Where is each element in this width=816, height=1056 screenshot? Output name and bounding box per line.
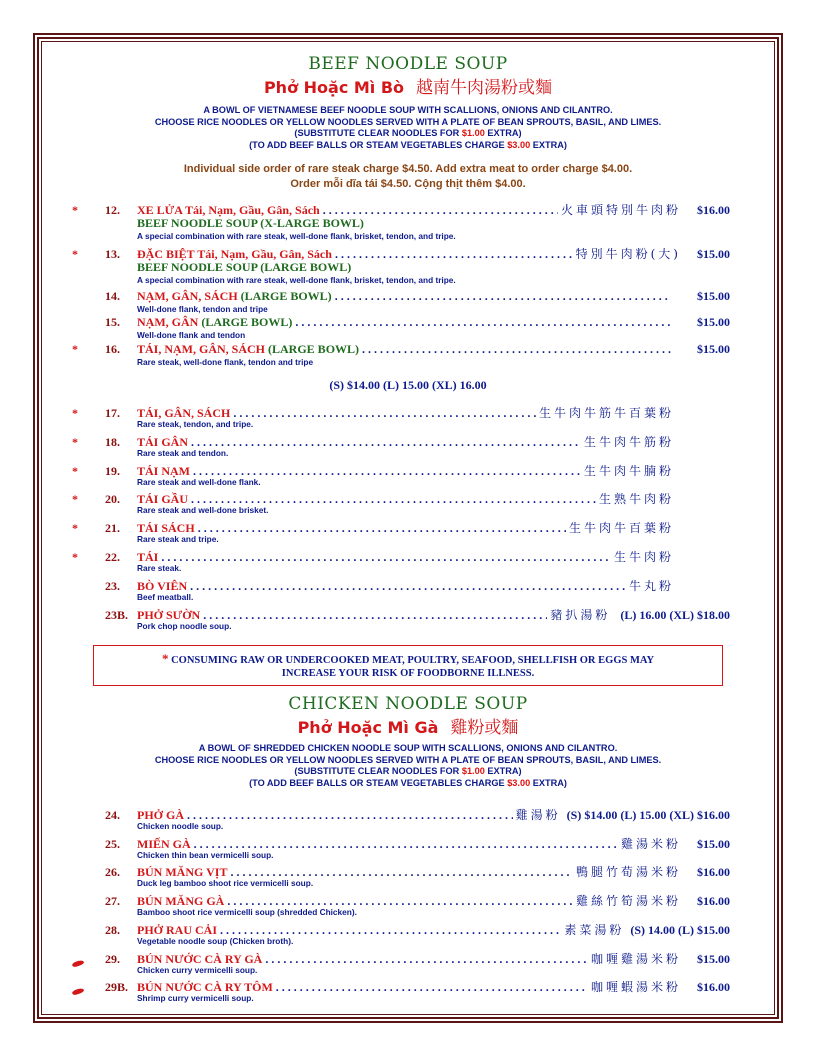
item-price: (S) $14.00 (L) 15.00 (XL) $16.00 [566, 808, 730, 822]
item-name-cn: 生牛肉牛筋粉 [583, 435, 674, 449]
item-price: $16.00 [697, 980, 730, 994]
leader-dots [265, 952, 588, 967]
menu-item-29 [70, 950, 730, 975]
item-name-en: BEEF NOODLE SOUP (LARGE BOWL) [137, 260, 352, 274]
beef-section-title: BEEF NOODLE SOUP [308, 54, 508, 74]
item-number: 29B. [105, 980, 129, 994]
menu-item-28 [70, 921, 730, 946]
item-number: 17. [105, 406, 120, 420]
item-name-cn: 生熟牛肉粉 [598, 492, 674, 506]
beef-intro-line: CHOOSE RICE NOODLES OR YELLOW NOODLES SERVED WITH A PLATE OF BEAN SPROUTS, BASIL, AND LIMES. [154, 116, 662, 127]
item-name-cn: 生牛肉粉 [613, 550, 674, 564]
item-name: NẠM, GÂN, SÁCH (LARGE BOWL) [137, 289, 332, 303]
item-name-cn: 生牛肉牛腩粉 [583, 464, 674, 478]
item-name-cn: 豬扒湯粉 [550, 608, 611, 622]
chicken-section-title: CHICKEN NOODLE SOUP [288, 694, 528, 714]
raw-warning-star: * [72, 550, 78, 564]
menu-item-15 [70, 315, 730, 340]
item-description: A special combination with rare steak, well-done flank, brisket, tendon, and tripe. [137, 231, 456, 241]
chicken-intro-line: A BOWL OF SHREDDED CHICKEN NOODLE SOUP WITH SCALLIONS, ONIONS AND CILANTRO. [198, 743, 618, 753]
item-description: Chicken noodle soup. [137, 821, 224, 831]
beef-substitute-note: (SUBSTITUTE CLEAR NOODLES FOR $1.00 EXTRA) [294, 128, 522, 138]
menu-item-18 [70, 433, 730, 458]
item-name: PHỞ GÀ [137, 808, 184, 822]
chicken-substitute-note: (SUBSTITUTE CLEAR NOODLES FOR $1.00 EXTRA) [294, 766, 522, 776]
leader-dots [335, 289, 671, 304]
item-description: Rare steak and well-done brisket. [137, 505, 269, 515]
leader-dots [198, 521, 566, 536]
menu-item-29b [70, 978, 730, 1003]
item-number: 23B. [105, 608, 129, 622]
item-name: TÁI GÂN [137, 435, 189, 449]
item-description: Vegetable noodle soup (Chicken broth). [137, 936, 294, 946]
beef-subtitle-cn: 越南牛肉湯粉或麵 [416, 78, 553, 98]
warning-line: CONSUMING RAW OR UNDERCOOKED MEAT, POULTRY, SEAFOOD, SHELLFISH OR EGGS MAY [168, 655, 655, 666]
menu-item-22 [70, 548, 730, 573]
item-number: 13. [105, 247, 120, 261]
item-price: $15.00 [697, 247, 730, 261]
beef-side-order-note [0, 162, 816, 192]
item-name-cn: 牛丸粉 [628, 579, 674, 593]
item-name: BÒ VIÊN [137, 579, 188, 593]
item-name-cn: 火車頭特別牛肉粉 [560, 203, 681, 217]
menu-item-17 [70, 404, 730, 429]
item-number: 28. [105, 923, 120, 937]
foodborne-illness-warning [93, 645, 723, 686]
leader-dots [362, 342, 671, 357]
item-description: Chicken curry vermicelli soup. [137, 965, 258, 975]
size-price-list: (S) $14.00 (L) 15.00 (XL) 16.00 [329, 378, 487, 392]
item-name: TÁI, GÂN, SÁCH [137, 406, 231, 420]
item-name: ĐẶC BIỆT Tái, Nạm, Gầu, Gân, Sách [137, 247, 332, 261]
menu-item-23b [70, 606, 730, 631]
item-description: Rare steak, well-done flank, tendon and tripe [137, 357, 314, 367]
menu-item-13 [70, 245, 730, 285]
menu-item-24 [70, 806, 730, 831]
item-name: PHỞ SƯỜN [137, 608, 201, 622]
item-description: Rare steak and tripe. [137, 534, 219, 544]
item-description: Rare steak and tendon. [137, 448, 229, 458]
item-name: TÁI [137, 550, 159, 564]
item-name: PHỞ RAU CẢI [137, 923, 217, 937]
side-note-vn: Order mỗi dĩa tái $4.50. Cộng thịt thêm $4.00. [290, 178, 526, 190]
item-number: 12. [105, 203, 120, 217]
item-description: Beef meatball. [137, 592, 194, 602]
menu-item-23 [70, 577, 730, 602]
leader-dots [203, 608, 547, 623]
side-note-en: Individual side order of rare steak charge $4.50. Add extra meat to order charge $4.00. [183, 163, 633, 175]
leader-dots [161, 550, 611, 565]
leader-dots [187, 808, 513, 823]
item-name: NẠM, GÂN (LARGE BOWL) [137, 315, 293, 329]
item-description: Rare steak, tendon, and tripe. [137, 419, 254, 429]
item-description: Bamboo shoot rice vermicelli soup (shredded Chicken). [137, 907, 357, 917]
item-number: 15. [105, 315, 120, 329]
beef-section-subtitle [0, 73, 816, 98]
warning-line: INCREASE YOUR RISK OF FOODBORNE ILLNESS. [281, 668, 535, 679]
raw-warning-star: * [72, 435, 78, 449]
item-description: Rare steak. [137, 563, 182, 573]
item-description: Rare steak and well-done flank. [137, 477, 261, 487]
item-name: TÁI GẦU [137, 492, 189, 506]
menu-item-27 [70, 892, 730, 917]
menu-item-19 [70, 462, 730, 487]
raw-warning-star: * [72, 492, 78, 506]
beef-intro [0, 105, 816, 151]
item-description: Well-done flank and tendon [137, 330, 246, 340]
item-description: A special combination with rare steak, well-done flank, brisket, tendon, and tripe. [137, 275, 456, 285]
item-number: 14. [105, 289, 120, 303]
item-price: $16.00 [697, 865, 730, 879]
item-name: TÁI SÁCH [137, 521, 195, 535]
beef-intro-line: A BOWL OF VIETNAMESE BEEF NOODLE SOUP WITH SCALLIONS, ONIONS AND CILANTRO. [203, 105, 613, 115]
leader-dots [295, 315, 671, 330]
item-name-cn: 雞湯米粉 [620, 837, 681, 851]
item-number: 27. [105, 894, 120, 908]
item-name: BÚN NƯỚC CÀ RY TÔM [137, 980, 273, 994]
leader-dots [233, 406, 536, 421]
raw-warning-star: * [72, 342, 78, 356]
menu-item-25 [70, 835, 730, 860]
menu-item-16 [70, 342, 730, 367]
beef-addon-note: (TO ADD BEEF BALLS OR STEAM VEGETABLES CHARGE $3.00 EXTRA) [249, 139, 567, 150]
item-price: (L) 16.00 (XL) $18.00 [620, 608, 730, 622]
item-number: 26. [105, 865, 120, 879]
chicken-intro-line: CHOOSE RICE NOODLES OR YELLOW NOODLES SERVED WITH A PLATE OF BEAN SPROUTS, BASIL, AND LIMES. [154, 754, 662, 765]
raw-warning-star: * [72, 247, 78, 261]
item-number: 16. [105, 342, 120, 356]
item-number: 19. [105, 464, 120, 478]
item-name-cn: 雞絲竹筍湯米粉 [575, 894, 681, 908]
menu-item-14 [70, 289, 730, 314]
item-name-cn: 素菜湯粉 [564, 923, 625, 937]
item-name-cn: 咖喱雞湯米粉 [590, 952, 681, 966]
item-name-cn: 特別牛肉粉(大) [575, 247, 681, 261]
menu-item-21 [70, 519, 730, 544]
raw-warning-star: * [72, 203, 78, 217]
item-price: $16.00 [697, 203, 730, 217]
item-price: (S) 14.00 (L) $15.00 [630, 923, 730, 937]
item-name-cn: 生牛肉牛筋牛百葉粉 [538, 406, 674, 420]
chicken-subtitle-vn: Phở Hoặc Mì Gà [297, 718, 439, 737]
beef-subtitle-vn: Phở Hoặc Mì Bò [263, 78, 405, 97]
item-description: Shrimp curry vermicelli soup. [137, 993, 254, 1003]
leader-dots [190, 579, 626, 594]
menu-item-20 [70, 490, 730, 515]
item-description: Well-done flank, tendon and tripe [137, 304, 268, 314]
item-name-cn: 生牛肉牛百葉粉 [568, 521, 674, 535]
raw-warning-star: * [72, 406, 78, 420]
item-description: Chicken thin bean vermicelli soup. [137, 850, 274, 860]
item-number: 25. [105, 837, 120, 851]
chicken-intro [0, 743, 816, 789]
item-number: 22. [105, 550, 120, 564]
item-description: Duck leg bamboo shoot rice vermicelli soup. [137, 878, 314, 888]
raw-warning-star: * [72, 464, 78, 478]
menu-item-26 [70, 863, 730, 888]
raw-warning-star: * [72, 521, 78, 535]
item-name: BÚN MĂNG GÀ [137, 894, 225, 908]
leader-dots [276, 980, 588, 995]
chicken-subtitle-cn: 雞粉或麵 [450, 718, 519, 738]
item-price: $15.00 [697, 315, 730, 329]
item-price: $15.00 [697, 342, 730, 356]
item-name: TÁI, NẠM, GÂN, SÁCH (LARGE BOWL) [137, 342, 360, 356]
warning-star: * [161, 651, 169, 666]
item-name-cn: 雞湯粉 [515, 808, 561, 822]
item-name: XE LỬA Tái, Nạm, Gầu, Gân, Sách [137, 203, 320, 217]
item-price: $15.00 [697, 289, 730, 303]
item-name: BÚN MĂNG VỊT [137, 865, 228, 879]
item-number: 18. [105, 435, 120, 449]
leader-dots [191, 435, 581, 450]
item-description: Pork chop noodle soup. [137, 621, 232, 631]
item-name-en: BEEF NOODLE SOUP (X-LARGE BOWL) [137, 216, 364, 230]
item-number: 24. [105, 808, 120, 822]
item-name: MIẾN GÀ [137, 837, 191, 851]
item-number: 23. [105, 579, 120, 593]
chicken-addon-note: (TO ADD BEEF BALLS OR STEAM VEGETABLES CHARGE $3.00 EXTRA) [249, 777, 567, 788]
leader-dots [335, 247, 573, 262]
item-price: $16.00 [697, 894, 730, 908]
item-name-cn: 咖喱蝦湯米粉 [590, 980, 681, 994]
item-name-cn: 鴨腿竹荀湯米粉 [575, 865, 681, 879]
chicken-section-subtitle [0, 713, 816, 738]
item-name: TÁI NẠM [137, 464, 190, 478]
item-name: BÚN NƯỚC CÀ RY GÀ [137, 952, 263, 966]
item-price: $15.00 [697, 952, 730, 966]
item-number: 21. [105, 521, 120, 535]
item-number: 20. [105, 492, 120, 506]
item-price: $15.00 [697, 837, 730, 851]
menu-item-12 [70, 201, 730, 241]
item-number: 29. [105, 952, 120, 966]
